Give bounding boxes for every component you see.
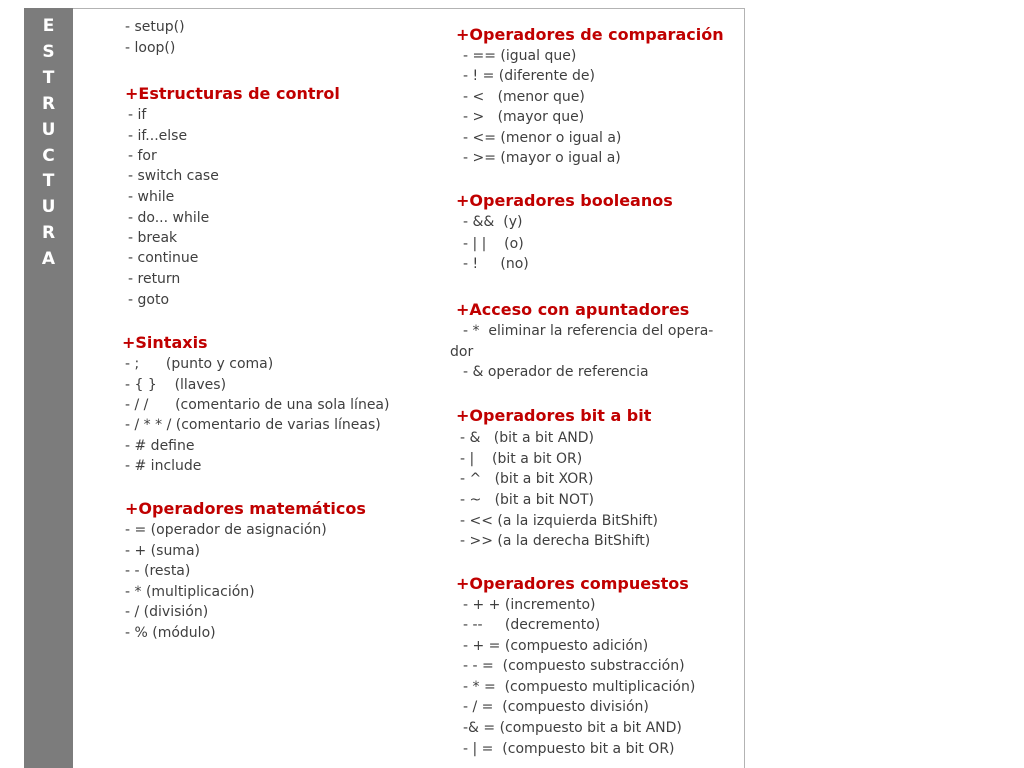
title-letter: A xyxy=(41,249,56,270)
list-item: - - = (compuesto substracción) xyxy=(463,658,685,674)
list-item: - return xyxy=(128,271,181,287)
section-heading: +Operadores de comparación xyxy=(456,25,724,44)
list-item: - + (suma) xyxy=(125,543,200,559)
title-letter: R xyxy=(41,93,56,114)
list-item: - == (igual que) xyxy=(463,48,577,64)
list-item: - > (mayor que) xyxy=(463,109,585,125)
list-item: - * = (compuesto multiplicación) xyxy=(463,679,696,695)
list-item: -& = (compuesto bit a bit AND) xyxy=(463,720,682,736)
list-item: - ^ (bit a bit XOR) xyxy=(460,471,594,487)
list-item: - + = (compuesto adición) xyxy=(463,638,649,654)
list-item: - if xyxy=(128,107,147,123)
list-item: - * eliminar la referencia del opera- xyxy=(463,323,714,339)
list-item: - ; (punto y coma) xyxy=(125,356,274,372)
title-letter: U xyxy=(41,197,56,218)
title-letter: S xyxy=(42,41,55,62)
section-heading: +Sintaxis xyxy=(122,333,208,352)
list-item: - / = (compuesto división) xyxy=(463,699,649,715)
list-item: - { } (llaves) xyxy=(125,377,227,393)
title-letter: E xyxy=(42,16,55,36)
list-item: - setup() xyxy=(125,19,185,35)
list-item: - | | (o) xyxy=(463,236,524,252)
list-item: - if...else xyxy=(128,128,188,144)
list-item: - << (a la izquierda BitShift) xyxy=(460,513,659,529)
list-item: - <= (menor o igual a) xyxy=(463,130,622,146)
list-item: - break xyxy=(128,230,178,246)
section-heading: +Operadores booleanos xyxy=(456,191,673,210)
section-heading: +Acceso con apuntadores xyxy=(456,300,690,319)
list-item: - >> (a la derecha BitShift) xyxy=(460,533,651,549)
list-item: - | (bit a bit OR) xyxy=(460,451,583,467)
list-item: - & (bit a bit AND) xyxy=(460,430,594,446)
section-heading: +Operadores matemáticos xyxy=(125,499,366,518)
list-item: - ! = (diferente de) xyxy=(463,68,595,84)
vertical-title xyxy=(24,14,73,273)
title-letter: T xyxy=(42,67,55,88)
list-item: - ! (no) xyxy=(463,256,529,272)
title-letter: U xyxy=(41,119,56,140)
list-item: - / * * / (comentario de varias líneas) xyxy=(125,417,381,433)
list-item: - && (y) xyxy=(463,214,523,230)
title-letter: T xyxy=(42,171,55,192)
list-item: - - (resta) xyxy=(125,563,191,579)
list-item: - while xyxy=(128,189,175,205)
list-item: - switch case xyxy=(128,168,219,184)
list-item: - & operador de referencia xyxy=(463,364,649,380)
list-item: - continue xyxy=(128,250,199,266)
list-item: - | = (compuesto bit a bit OR) xyxy=(463,741,675,757)
list-item: - + + (incremento) xyxy=(463,597,596,613)
list-item: - ~ (bit a bit NOT) xyxy=(460,492,595,508)
list-item: - # define xyxy=(125,438,195,454)
list-item: - = (operador de asignación) xyxy=(125,522,327,538)
list-item: dor xyxy=(450,344,474,360)
title-letter: R xyxy=(41,223,56,244)
list-item: - % (módulo) xyxy=(125,625,216,641)
list-item: - -- (decremento) xyxy=(463,617,601,633)
section-heading: +Estructuras de control xyxy=(125,84,340,103)
list-item: - do... while xyxy=(128,210,210,226)
list-item: - < (menor que) xyxy=(463,89,585,105)
list-item: - / (división) xyxy=(125,604,209,620)
list-item: - goto xyxy=(128,292,170,308)
list-item: - for xyxy=(128,148,157,164)
title-letter: C xyxy=(42,145,55,166)
list-item: - >= (mayor o igual a) xyxy=(463,150,621,166)
list-item: - loop() xyxy=(125,40,176,56)
list-item: - # include xyxy=(125,458,202,474)
section-heading: +Operadores bit a bit xyxy=(456,406,652,425)
list-item: - / / (comentario de una sola línea) xyxy=(125,397,390,413)
section-heading: +Operadores compuestos xyxy=(456,574,689,593)
list-item: - * (multiplicación) xyxy=(125,584,255,600)
